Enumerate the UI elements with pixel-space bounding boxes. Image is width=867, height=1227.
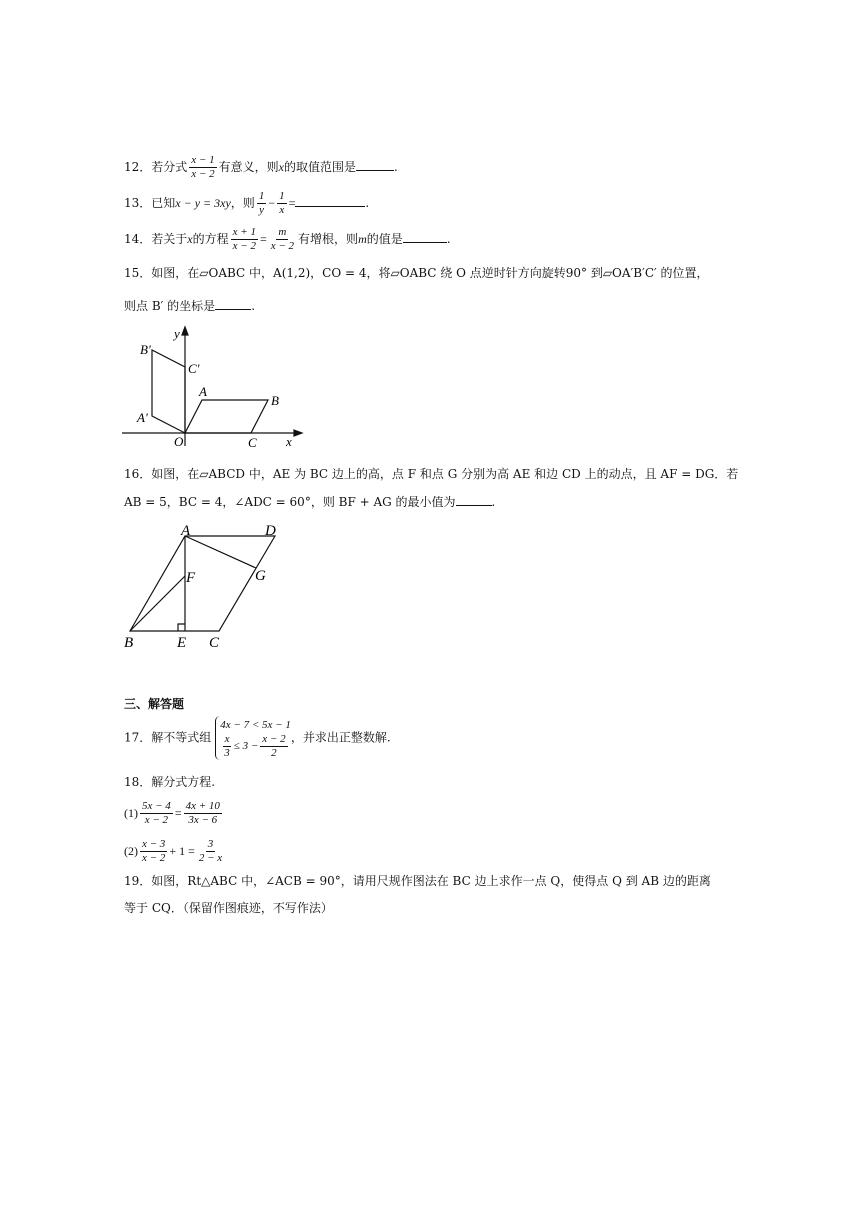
q17-eq2-mid: ≤ 3 − [233, 739, 259, 752]
label-C-prime: C′ [188, 361, 200, 376]
q13-minus: − [268, 196, 276, 210]
q14-frac1 [231, 226, 258, 253]
q18-p2-mid: + 1 = [169, 844, 195, 858]
q18-p1-f1-num: 5x − 4 [142, 800, 171, 812]
q12-fraction [189, 154, 216, 181]
y-axis-arrow-icon [182, 327, 188, 335]
label-C: C [248, 435, 257, 450]
x-axis-arrow-icon [294, 430, 302, 436]
q18-p1-f2-den: 3x − 6 [188, 814, 218, 826]
q12-frac-den: x − 2 [191, 168, 215, 180]
q18-p2-f1-num: x − 3 [142, 838, 166, 850]
q13-f1-den: y [259, 204, 264, 216]
q14-text: 若关于 [151, 232, 188, 246]
q14-text3: 有增根，则 [298, 232, 359, 246]
q18-p2-f2-den: 2 − x [198, 852, 223, 864]
q18-p1-equals: = [174, 806, 182, 820]
q17-eq2-f2-den: 2 [271, 746, 277, 759]
q14-answer-blank[interactable] [403, 231, 447, 243]
q15-answer-blank[interactable] [215, 298, 251, 310]
label-F: F [186, 570, 196, 586]
q17-text2: ，并求出正整数解. [290, 730, 391, 745]
label-A-prime: A′ [137, 410, 148, 425]
q18-number: 18． [124, 775, 152, 789]
q17-number: 17． [124, 730, 152, 745]
q18-part2 [124, 838, 226, 865]
q16-text2: AB = 5，BC = 4，∠ADC = 60°，则 BF + AG 的最小值为 [124, 495, 456, 509]
q17-system [220, 717, 291, 760]
question-15-line2 [124, 298, 255, 314]
q17-text: 解不等式组 [151, 730, 212, 745]
label-B: B [124, 635, 134, 651]
question-14 [124, 226, 451, 253]
q12-end: . [393, 160, 398, 174]
q12-text2: 有意义，则 [218, 160, 279, 174]
q18-p2-label: (2) [124, 844, 138, 858]
parallelogram-abcd [130, 536, 275, 631]
q12-answer-blank[interactable] [356, 159, 394, 171]
q16-text: 如图，在▱ABCD 中，AE 为 BC 边上的高，点 F 和点 G 分别为高 AE 和边 CD 上的动点，且 AF = DG．若 [151, 467, 739, 481]
q16-number: 16． [124, 467, 152, 481]
q13-text2: ，则 [230, 196, 255, 210]
q14-text2: 的方程 [192, 232, 229, 246]
q18-p2-f1-den: x − 2 [142, 852, 166, 864]
q17-eq2-frac2 [260, 733, 287, 760]
label-E: E [177, 635, 187, 651]
q14-frac2 [269, 226, 296, 253]
question-12 [124, 154, 398, 181]
q13-equation: x − y = 3xy [175, 196, 231, 210]
label-B-prime: B′ [140, 342, 151, 357]
q15-text2: 则点 B′ 的坐标是 [124, 299, 216, 313]
q13-answer-blank[interactable] [295, 195, 365, 207]
q15-figure [118, 322, 308, 450]
q15-end: . [251, 299, 256, 313]
q18-part1 [124, 800, 224, 827]
q14-text4: 的值是 [366, 232, 403, 246]
label-A: A [181, 523, 191, 539]
q16-end: . [491, 495, 496, 509]
right-angle-mark [178, 624, 185, 631]
parallelogram-oabc-rotated [152, 350, 185, 433]
label-B: B [271, 393, 279, 408]
question-19-line2 [124, 900, 333, 916]
q13-f2-num: 1 [279, 190, 285, 202]
q15-text: 如图，在▱OABC 中，A(1,2)，CO = 4，将▱OABC 绕 O 点逆时针方向旋转90° 到▱OA′B′C′ 的位置， [151, 266, 709, 280]
q12-number: 12． [124, 160, 152, 174]
q14-f1-den: x − 2 [232, 240, 256, 252]
q14-equals: = [259, 232, 267, 246]
q12-var: x [278, 160, 284, 174]
segment-ag [185, 536, 256, 568]
q19-text2: 等于 CQ．（保留作图痕迹，不写作法） [124, 901, 333, 915]
q17-eq1: 4x − 7 < 5x − 1 [220, 718, 291, 731]
question-16-line1 [124, 466, 738, 482]
label-A: A [199, 384, 207, 399]
q18-p1-frac2 [184, 800, 222, 827]
q18-p1-f2-num: 4x + 10 [185, 800, 220, 812]
q15-number: 15． [124, 266, 152, 280]
q12-frac-num: x − 1 [191, 154, 215, 166]
label-O: O [174, 434, 184, 449]
q14-f2-num: m [278, 226, 287, 238]
q17-eq2-f2-num: x − 2 [262, 732, 286, 745]
q17-eq2-f1-num: x [224, 732, 230, 745]
q14-f2-den: x − 2 [270, 240, 295, 252]
q18-p2-frac1 [140, 838, 167, 865]
question-16-line2 [124, 494, 495, 510]
label-D: D [265, 523, 276, 539]
q13-end: . [365, 196, 370, 210]
q14-var2: m [358, 232, 367, 246]
q17-eq2 [220, 733, 291, 760]
q18-p1-label: (1) [124, 806, 138, 820]
q12-text3: 的取值范围是 [283, 160, 356, 174]
question-17 [124, 716, 391, 760]
q13-text: 已知 [151, 196, 176, 210]
q18-p2-f2-num: 3 [207, 838, 214, 850]
label-G: G [255, 568, 266, 584]
q12-text: 若分式 [151, 160, 188, 174]
q13-number: 13． [124, 196, 152, 210]
q19-number: 19． [124, 874, 152, 888]
q13-equals: = [288, 196, 296, 210]
parallelogram-oabc [185, 400, 268, 433]
q18-text: 解分式方程. [151, 775, 216, 789]
question-15-line1 [124, 265, 709, 281]
section-heading-solutions: 三、解答题 [124, 697, 185, 711]
label-C: C [209, 635, 220, 651]
question-13 [124, 190, 369, 217]
q14-var: x [187, 232, 193, 246]
q14-end: . [446, 232, 451, 246]
q17-eq2-frac1 [222, 733, 232, 760]
q13-frac2 [277, 190, 287, 217]
q16-figure [118, 518, 293, 654]
q18-p1-frac1 [140, 800, 173, 827]
label-y: y [174, 326, 180, 341]
q14-number: 14． [124, 232, 152, 246]
q17-eq2-f1-den: 3 [224, 746, 230, 759]
q13-f2-den: x [279, 204, 285, 216]
q14-f1-num: x + 1 [232, 226, 256, 238]
label-x: x [286, 434, 292, 449]
question-19-line1 [124, 873, 711, 889]
question-18 [124, 774, 215, 790]
q19-text: 如图，Rt△ABC 中，∠ACB = 90°，请用尺规作图法在 BC 边上求作一点 Q，使得点 Q 到 AB 边的距离 [151, 874, 711, 888]
q18-p1-f1-den: x − 2 [144, 814, 169, 826]
q13-frac1 [257, 190, 267, 217]
q18-p2-frac2 [197, 838, 224, 865]
q16-answer-blank[interactable] [456, 494, 492, 506]
q13-f1-num: 1 [258, 190, 265, 202]
